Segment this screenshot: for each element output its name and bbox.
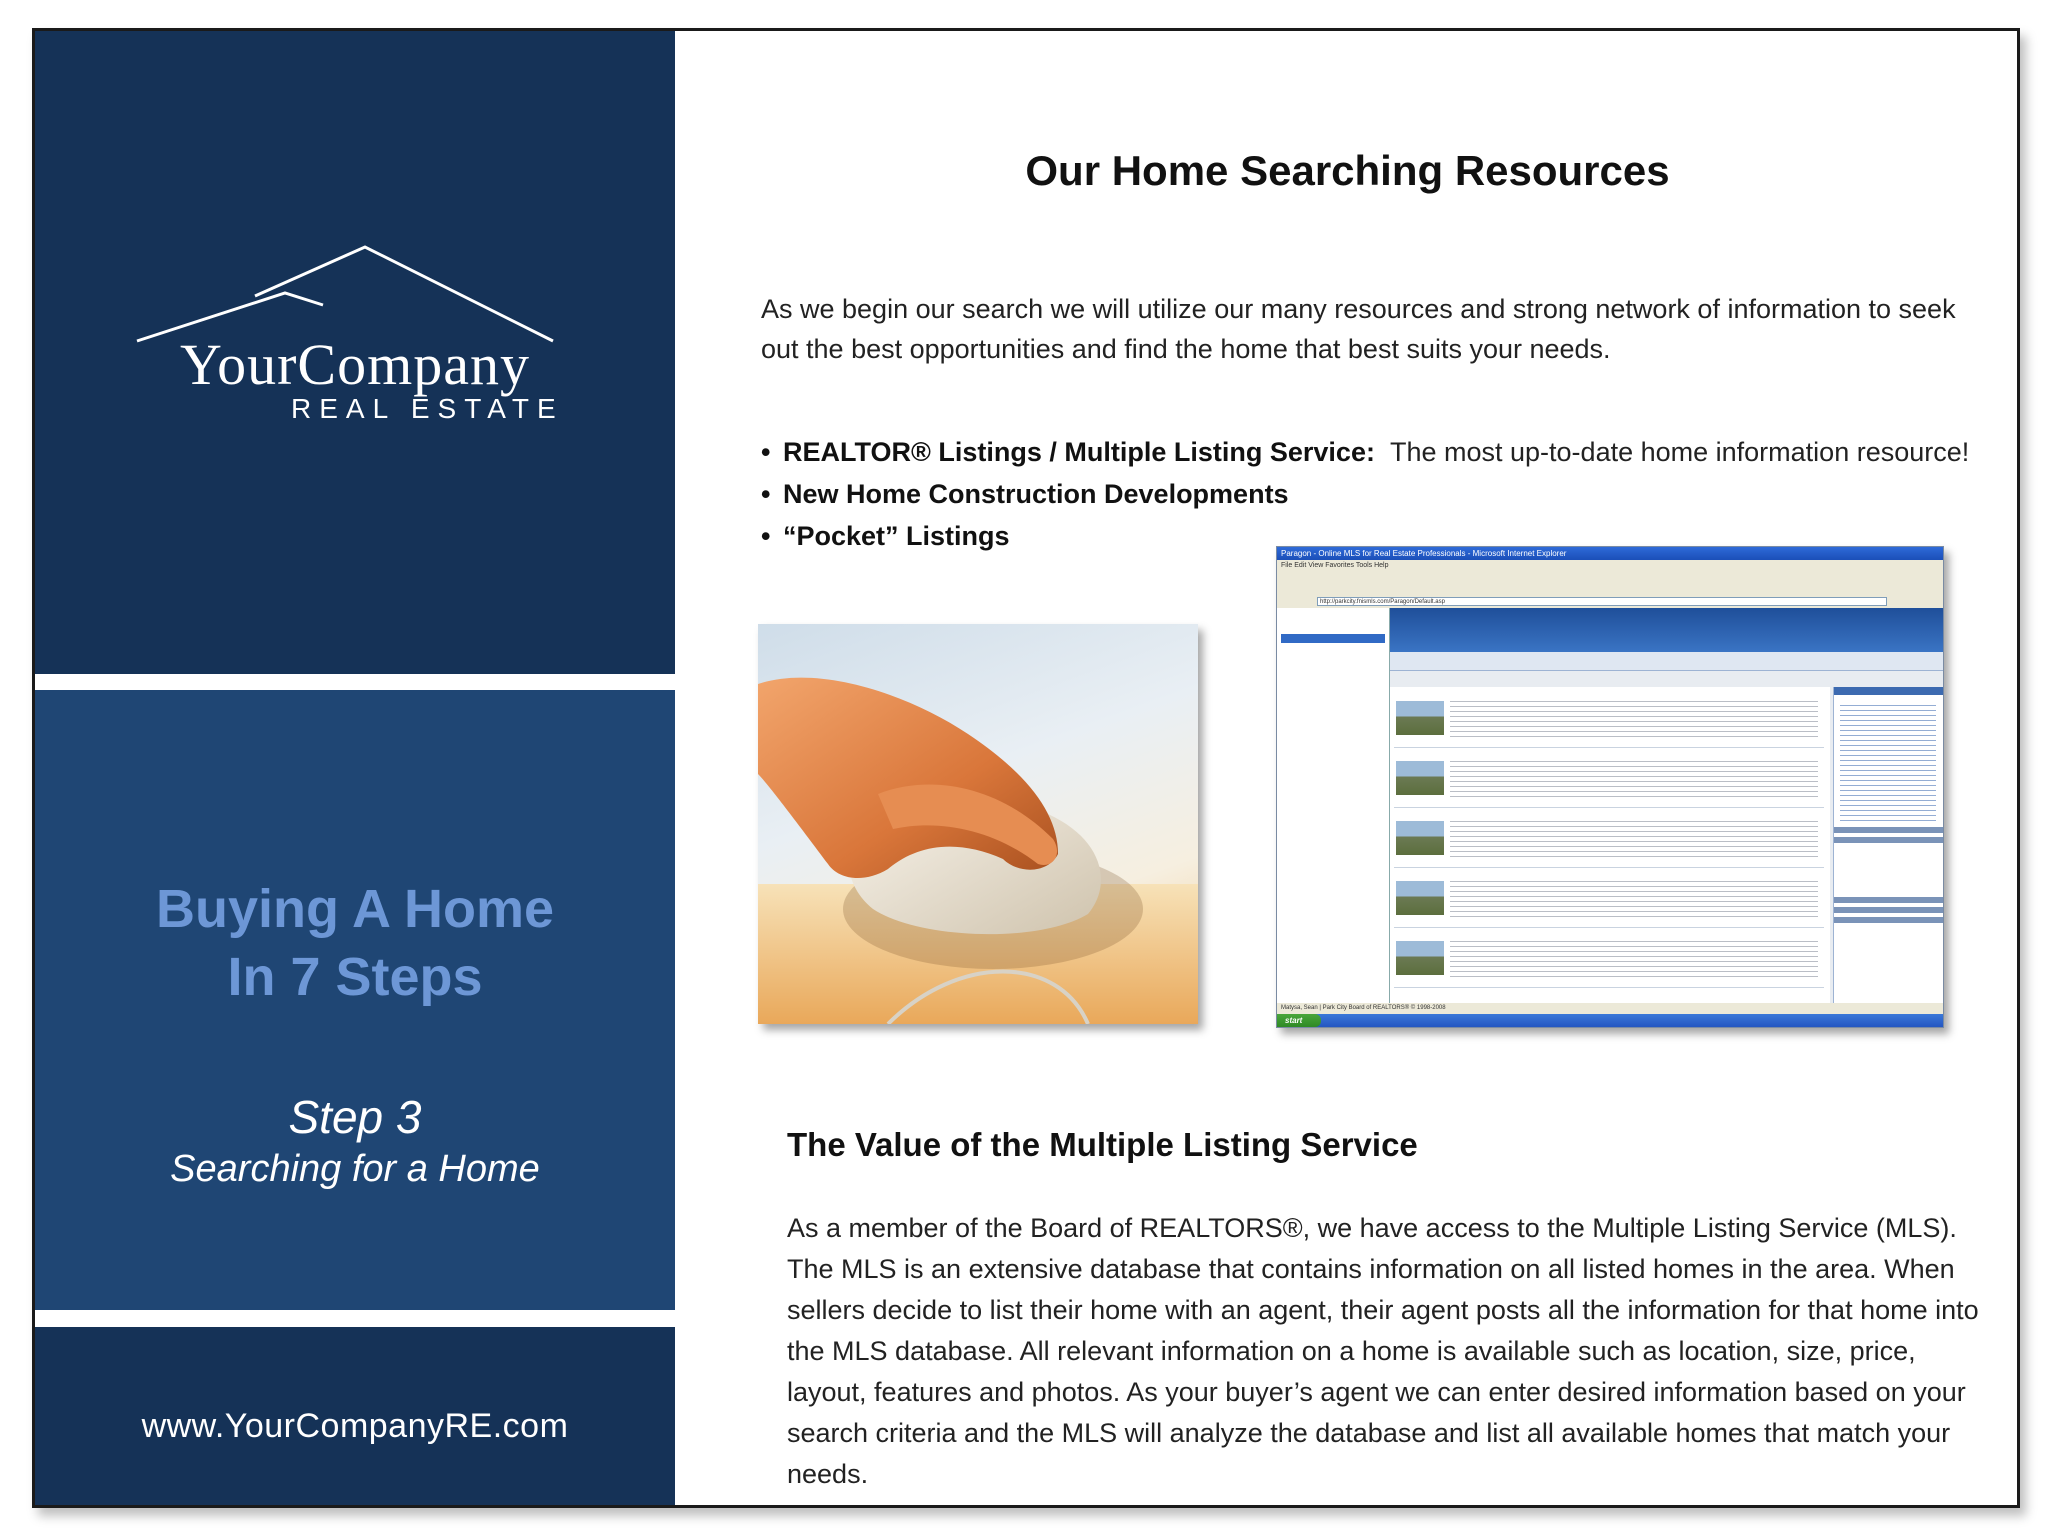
series-title — [35, 875, 675, 1011]
mls-paragraph-line: As a member of the Board of REALTORS®, we have access to the Multiple Listing Service (MLS). — [787, 1213, 1957, 1243]
resource-label: New Home Construction Developments — [783, 479, 1289, 509]
start-button: start — [1277, 1014, 1321, 1027]
house-photo — [1396, 821, 1444, 855]
bullet-icon: • — [761, 437, 771, 467]
mls-paragraph-body: The MLS is an extensive database that contains information on all listed homes in the area. When sellers decide to list their home with an agent, their agent posts all the information for that home into the MLS database. All relevant information on a home is available such as location, size, price, layout, features and photos. As your buyer’s agent we can enter desired information based on your search criteria and the MLS will analyze the database and list all available homes that match your needs. — [787, 1254, 1979, 1489]
divider — [35, 1310, 675, 1327]
page-title: Our Home Searching Resources — [1025, 147, 1670, 194]
intro-paragraph: As we begin our search we will utilize our many resources and strong network of information to seek out the best opportunities and find the home that best suits your needs. — [761, 294, 1956, 364]
brochure-page — [32, 28, 2020, 1508]
taskbar — [1277, 1014, 1943, 1027]
list-item — [761, 473, 2011, 515]
website-link[interactable]: www.YourCompanyRE.com — [141, 1407, 569, 1445]
browser-toolbar — [1277, 571, 1943, 596]
mls-software-screenshot — [1276, 546, 1944, 1028]
hand-on-mouse-illustration — [758, 624, 1198, 1024]
house-photo — [1396, 761, 1444, 795]
series-title-line-1: Buying A Home — [155, 879, 554, 939]
website-block — [35, 1327, 675, 1505]
listing-row — [1394, 931, 1824, 988]
resource-label: REALTOR® Listings / Multiple Listing Service: — [783, 437, 1375, 467]
favorites-pane — [1277, 608, 1390, 1003]
series-title-line-2: In 7 Steps — [227, 947, 483, 1007]
app-toolbar — [1390, 652, 1943, 671]
listing-row — [1394, 691, 1824, 748]
listing-row — [1394, 871, 1824, 928]
logo-block — [35, 31, 675, 674]
divider — [35, 674, 675, 690]
listing-row — [1394, 811, 1824, 868]
address-field: http://parkcity.fnismls.com/Paragon/Default.asp — [1317, 597, 1887, 606]
resource-label: “Pocket” Listings — [783, 521, 1010, 551]
company-logo-tagline: REAL ESTATE — [291, 393, 564, 424]
list-item — [761, 431, 2011, 473]
listing-row — [1394, 751, 1824, 808]
app-header — [1390, 608, 1943, 652]
step-number: Step 3 — [288, 1091, 422, 1143]
bullet-icon: • — [761, 521, 771, 551]
house-photo — [1396, 881, 1444, 915]
company-logo-name: YourCompany — [180, 332, 530, 397]
resource-description: The most up-to-date home information resource! — [1389, 437, 1970, 467]
step-block — [35, 690, 675, 1310]
address-bar — [1277, 595, 1943, 609]
left-panel — [35, 31, 675, 1505]
house-photo — [1396, 701, 1444, 735]
bullet-icon: • — [761, 479, 771, 509]
status-bar: Matysa, Sean | Park City Board of REALTORS® © 1998-2008 — [1277, 1003, 1943, 1014]
reports-pane — [1833, 687, 1943, 1003]
house-photo — [1396, 941, 1444, 975]
resource-list — [761, 431, 2011, 557]
mls-paragraph — [787, 1208, 1997, 1495]
listing-results — [1390, 687, 1830, 1003]
section-heading: The Value of the Multiple Listing Service — [787, 1126, 1418, 1163]
hand-on-mouse-photo — [758, 624, 1198, 1024]
window-title-bar: Paragon - Online MLS for Real Estate Professionals - Microsoft Internet Explorer — [1277, 547, 1943, 560]
step-title: Searching for a Home — [170, 1148, 540, 1190]
menu-bar: File Edit View Favorites Tools Help — [1277, 560, 1943, 571]
